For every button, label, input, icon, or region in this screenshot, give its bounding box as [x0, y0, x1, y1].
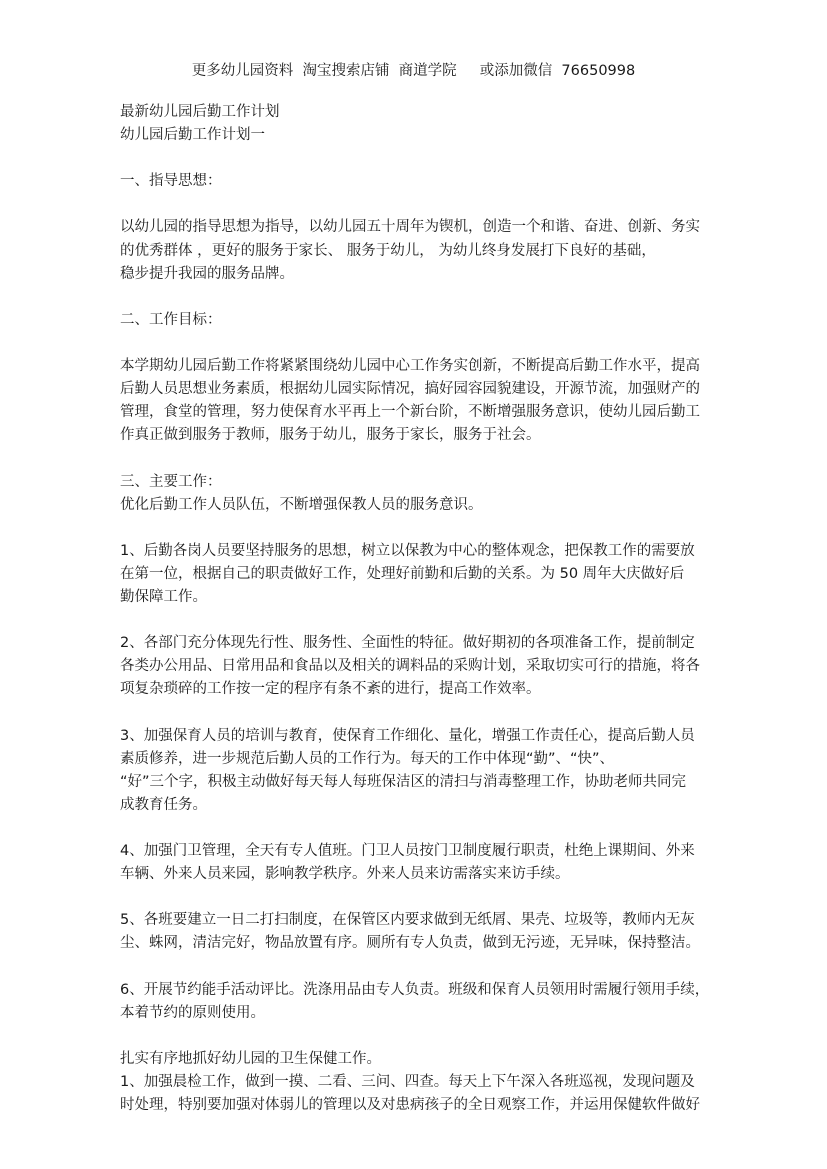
item-5-line: 5、各班要建立一日二打扫制度，在保管区内要求做到无纸屑、果壳、垃圾等，教师内无灰 [120, 912, 695, 929]
item-3-line: 成教育任务。 [120, 796, 207, 813]
item-4-line: 4、加强门卫管理，全天有专人值班。门卫人员按门卫制度履行职责，杜绝上课期间、外来 [120, 843, 695, 859]
section-heading-health-care: 扎实有序地抓好幼儿园的卫生保健工作。 [120, 1050, 381, 1067]
section-heading-work-goals: 二、工作目标： [120, 311, 222, 328]
section2-line: 管理，食堂的管理，努力使保育水平再上一个新台阶，不断增强服务意识，使幼儿园后勤工 [120, 404, 700, 421]
item-3-line: “好”三个字，积极主动做好每天每人每班保洁区的清扫与消毒整理工作，协助老师共同完 [120, 773, 687, 790]
section-heading-main-work: 三、主要工作： [120, 473, 222, 490]
section1-line: 以幼儿园的指导思想为指导，以幼儿园五十周年为锲机，创造一个和谐、奋进、创新、务实 [120, 219, 700, 236]
section3-intro: 优化后勤工作人员队伍，不断增强保教人员的服务意识。 [120, 496, 483, 513]
item-1-line: 1、后勤各岗人员要坚持服务的思想，树立以保教为中心的整体观念，把保教工作的需要放 [120, 542, 695, 559]
item-6-line: 本着节约的原则使用。 [120, 1004, 265, 1021]
item-1-line: 勤保障工作。 [120, 588, 207, 605]
item-2-line: 项复杂琐碎的工作按一定的程序有条不紊的进行，提高工作效率。 [120, 681, 541, 698]
section1-line: 稳步提升我园的服务品牌。 [120, 265, 294, 282]
section4-line: 1、加强晨检工作，做到一摸、二看、三问、四查。每天上下午深入各班巡视，发现问题及 [120, 1073, 695, 1090]
item-1-line: 在第一位，根据自己的职责做好工作，处理好前勤和后勤的关系。为 50 周年大庆做好后 [120, 565, 685, 582]
document-title: 最新幼儿园后勤工作计划 [120, 104, 280, 120]
item-4-line: 车辆、外来人员来园，影响教学秩序。外来人员来访需落实来访手续。 [120, 866, 570, 883]
section2-line: 后勤人员思想业务素质，根据幼儿园实际情况，搞好园容园貌建设，开源节流，加强财产的 [120, 381, 700, 398]
item-3-line: 素质修养，进一步规范后勤人员的工作行为。每天的工作中体现“勤”、“快”、 [120, 750, 615, 767]
item-5-line: 尘、蛛网，清洁完好，物品放置有序。厕所有专人负责，做到无污迹，无异味，保持整洁。 [120, 935, 700, 952]
page-header: 更多幼儿园资料 淘宝搜索店铺 商道学院 或添加微信 76650998 [191, 63, 636, 79]
item-2-line: 2、各部门充分体现先行性、服务性、全面性的特征。做好期初的各项准备工作，提前制定 [120, 635, 695, 652]
document-body [120, 101, 710, 1117]
section-heading-guiding-thought: 一、指导思想： [120, 173, 222, 190]
section4-line: 时处理，特别要加强对体弱儿的管理以及对患病孩子的全日观察工作，并运用保健软件做好 [120, 1097, 700, 1114]
section1-line: 的优秀群体 ，更好的服务于家长、 服务于幼儿， 为幼儿终身发展打下良好的基础， [120, 242, 656, 259]
section2-line: 作真正做到服务于教师，服务于幼儿，服务于家长，服务于社会。 [120, 427, 541, 444]
item-6-line: 6、开展节约能手活动评比。洗涤用品由专人负责。班级和保育人员领用时需履行领用手续， [120, 981, 710, 998]
document-subtitle: 幼儿园后勤工作计划一 [120, 127, 265, 144]
section2-line: 本学期幼儿园后勤工作将紧紧围绕幼儿园中心工作务实创新，不断提高后勤工作水平，提高 [120, 358, 700, 375]
item-2-line: 各类办公用品、日常用品和食品以及相关的调料品的采购计划，采取切实可行的措施，将各 [120, 658, 700, 675]
item-3-line: 3、加强保育人员的培训与教育，使保育工作细化、量化，增强工作责任心，提高后勤人员 [120, 727, 695, 744]
